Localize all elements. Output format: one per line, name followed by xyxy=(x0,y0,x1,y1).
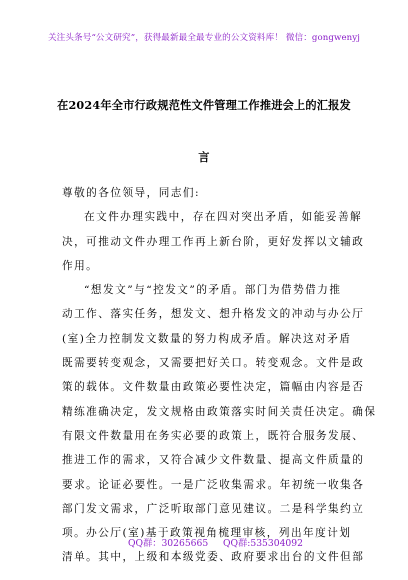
body-line: 清单。其中，上级和本级党委、政府要求出台的文件但部 xyxy=(62,551,365,564)
body-line: 决，可推动文件办理工作再上新台阶，更好发挥以文辅政 xyxy=(62,235,365,248)
header-promo-note: 关注头条号“公文研究”，获得最新最全最专业的公文资料库！ 微信：gongwenyj xyxy=(47,33,361,43)
body-line: 在文件办理实践中，存在四对突出矛盾，如能妥善解 xyxy=(84,211,363,224)
body-line: 项。办公厅(室)基于政策视角梳理审核，列出年度计划 xyxy=(62,527,352,540)
body-line: 有限文件数量用在务实必要的政策上，既符合服务发展、 xyxy=(62,429,365,442)
document-body xyxy=(62,181,377,570)
body-line: 动工作、落实任务，想发文、想升格发文的冲动与办公厅 xyxy=(62,308,365,321)
body-line: 策的载体。文件数量由政策必要性决定，篇幅由内容是否 xyxy=(62,381,365,394)
document-title-line-1: 在2024年全市行政规范性文件管理工作推进会上的汇报发 xyxy=(57,98,351,112)
body-line: “想发文”与“控发文”的矛盾。部门为借势借力推 xyxy=(84,284,342,297)
body-line: 作用。 xyxy=(62,259,99,272)
body-line: (室)全力控制发文数量的努力构成矛盾。解决这对矛盾 xyxy=(62,332,352,345)
body-line: 推进工作的需求，又符合减少文件数量、提高文件质量的 xyxy=(62,454,365,467)
body-line: 精练准确决定，发文规格由政策落实时间关责任决定。确保 xyxy=(62,405,377,418)
salutation-line: 尊敬的各位领导，同志们: xyxy=(62,187,201,199)
body-line: 要求。论证必要性。一是广泛收集需求。年初统一收集各 xyxy=(62,478,365,491)
body-line: 部门发文需求，广泛听取部门意见建议。二是科学集约立 xyxy=(62,502,365,515)
body-line: 既需要转变观念，又需要把好关口。转变观念。文件是政 xyxy=(62,357,365,370)
footer-qq-group-2: QQ群:535304092 xyxy=(223,538,303,549)
document-title-line-2: 言 xyxy=(198,150,210,164)
footer-qq-group-1: QQ群：30265665 xyxy=(128,538,209,549)
